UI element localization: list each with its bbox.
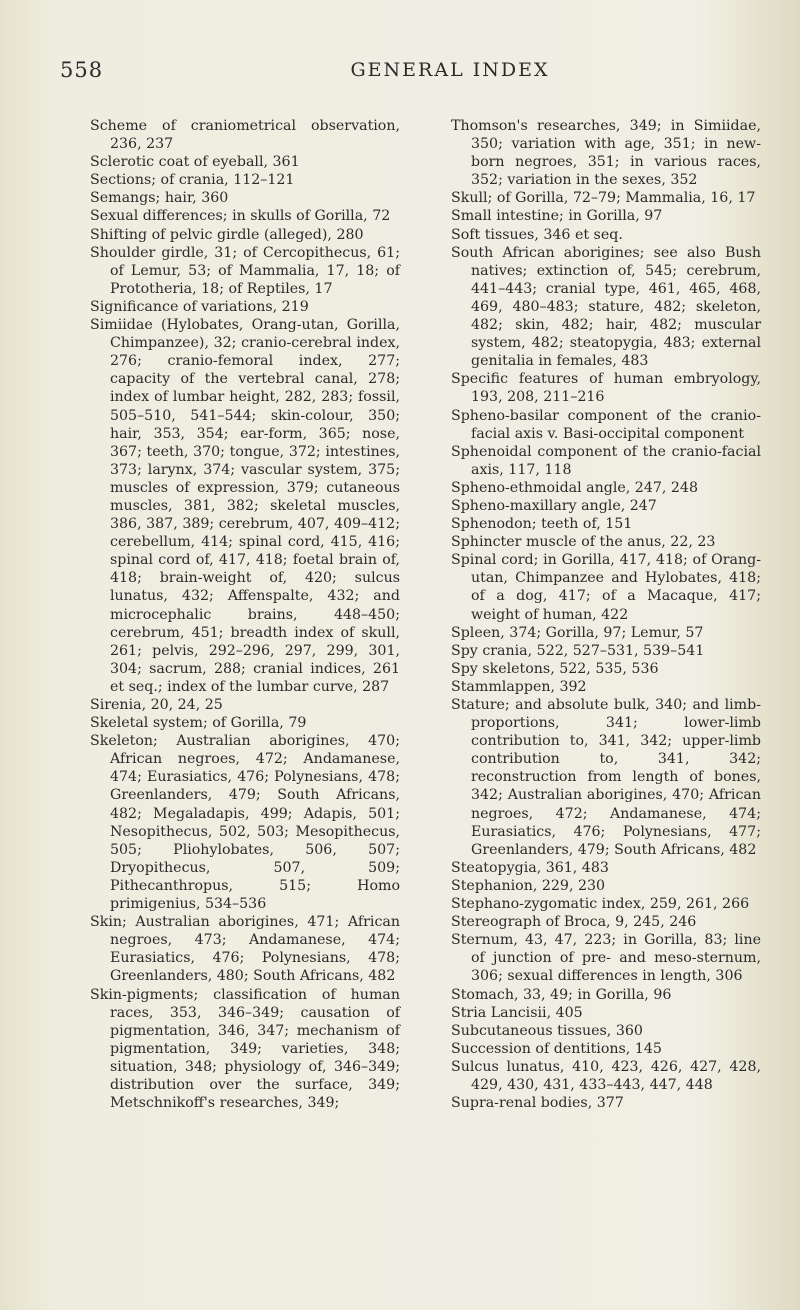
index-entry: Small intestine; in Gorilla, 97 [451, 208, 663, 225]
index-entry: Sexual differences; in skulls of Gorilla, 72 [90, 208, 391, 225]
index-entry: Skeletal system; of Gorilla, 79 [90, 715, 307, 732]
index-entry: Skeleton; Australian aborigines, 470; African negroes, 472; Andamanese, 474; Eurasiatics, 476; Polynesians, 478; Greenlanders, 479; South Africans, 482; Megaladapis, 499; Adapis, 501; Nesopithecus, 502, 503; Mesopithecus, 505; Pliohylobates, 506, 507; Dryopithecus, 507, 509; Pithecanthropus, 515; Homo primigenius, 534–536 [90, 733, 400, 913]
page-header [60, 58, 750, 88]
index-entry: Sulcus lunatus, 410, 423, 426, 427, 428, 429, 430, 431, 433–443, 447, 448 [451, 1058, 761, 1093]
index-entry: Scheme of craniometrical observation, 236, 237 [90, 118, 400, 153]
index-entry: Sections; of crania, 112–121 [90, 172, 295, 189]
index-entry: Stereograph of Broca, 9, 245, 246 [451, 914, 697, 931]
index-entry: South African aborigines; see also Bush natives; extinction of, 545; cerebrum, 441–443; cranial type, 461, 465, 468, 469, 480–483; stature, 482; skeleton, 482; skin, 482; hair, 482; muscular system, 482; steatopygia, 483; external genitalia in females, 483 [451, 244, 761, 370]
index-entry: Soft tissues, 346 et seq. [451, 226, 623, 243]
index-entry: Succession of dentitions, 145 [451, 1040, 662, 1057]
index-entry: Simiidae (Hylobates, Orang-utan, Gorilla, Chimpanzee), 32; cranio-cerebral index, 276; cranio-femoral index, 277; capacity of the vertebral canal, 278; index of lumbar height, 282, 283; fossil, 505–510, 541–544; skin-colour, 350; hair, 353, 354; ear-form, 365; nose, 367; teeth, 370; tongue, 372; intestines, 373; larynx, 374; vascular system, 375; muscles of expression, 379; cutaneous muscles, 381, 382; skeletal muscles, 386, 387, 389; cerebrum, 407, 409–412; cerebellum, 414; spinal cord, 415, 416; spinal cord of, 417, 418; foetal brain of, 418; brain-weight of, 420; sulcus lunatus, 432; Affenspalte, 432; and microcephalic brains, 448–450; cerebrum, 451; breadth index of skull, 261; pelvis, 292–296, 297, 299, 301, 304; sacrum, 288; cranial indices, 261 et seq.; index of the lumbar curve, 287 [90, 317, 400, 695]
index-entry: Supra-renal bodies, 377 [451, 1095, 624, 1112]
index-entry: Sphenoidal component of the cranio-facial axis, 117, 118 [451, 443, 761, 478]
index-entry: Semangs; hair, 360 [90, 190, 229, 207]
index-entry: Shoulder girdle, 31; of Cercopithecus, 61; of Lemur, 53; of Mammalia, 17, 18; of Prototheria, 18; of Reptiles, 17 [90, 244, 400, 297]
index-entry: Stammlappen, 392 [451, 678, 587, 695]
index-entry: Subcutaneous tissues, 360 [451, 1022, 643, 1039]
index-entry: Steatopygia, 361, 483 [451, 859, 609, 876]
left-column [90, 117, 400, 1112]
index-entry: Stria Lancisii, 405 [451, 1004, 583, 1021]
index-entry: Thomson's researches, 349; in Simiidae, 350; variation with age, 351; in new-born negroes, 351; in various races, 352; variation in the sexes, 352 [451, 118, 761, 189]
index-entry: Spleen, 374; Gorilla, 97; Lemur, 57 [451, 624, 704, 641]
index-entry: Spheno-basilar component of the cranio-facial axis v. Basi-occipital component [451, 407, 761, 442]
index-entry: Spheno-maxillary angle, 247 [451, 497, 657, 514]
right-column [451, 117, 761, 1112]
index-entry: Stephano-zygomatic index, 259, 261, 266 [451, 896, 750, 913]
running-head-title: GENERAL INDEX [350, 59, 550, 81]
index-entry: Stomach, 33, 49; in Gorilla, 96 [451, 986, 672, 1003]
index-entry: Sphenodon; teeth of, 151 [451, 516, 633, 533]
index-entry: Spy crania, 522, 527–531, 539–541 [451, 642, 705, 659]
index-entry: Skin-pigments; classification of human races, 353, 346–349; causation of pigmentation, 346, 347; mechanism of pigmentation, 349; varieties, 348; situation, 348; physiology of, 346–349; distribution over the surface, 349; Metschnikoff's researches, 349; [90, 986, 400, 1112]
index-entry: Sphincter muscle of the anus, 22, 23 [451, 534, 716, 551]
index-entry: Sternum, 43, 47, 223; in Gorilla, 83; line of junction of pre- and meso-sternum, 306; sexual differences in length, 306 [451, 932, 761, 985]
index-entry: Significance of variations, 219 [90, 298, 309, 315]
index-entry: Stephanion, 229, 230 [451, 877, 606, 894]
index-entry: Spy skeletons, 522, 535, 536 [451, 660, 659, 677]
index-entry: Sirenia, 20, 24, 25 [90, 697, 223, 713]
index-entry: Stature; and absolute bulk, 340; and limb-proportions, 341; lower-limb contribution to, 341, 342; upper-limb contribution to, 341, 342; reconstruction from length of bones, 342; Australian aborigines, 470; African negroes, 472; Andamanese, 474; Eurasiatics, 476; Polynesians, 477; Greenlanders, 479; South Africans, 482 [451, 697, 761, 858]
index-entry: Skin; Australian aborigines, 471; African negroes, 473; Andamanese, 474; Eurasiatics, 476; Polynesians, 478; Greenlanders, 480; South Africans, 482 [90, 914, 400, 985]
index-entry: Spheno-ethmoidal angle, 247, 248 [451, 479, 698, 496]
index-entry: Spinal cord; in Gorilla, 417, 418; of Orang-utan, Chimpanzee and Hylobates, 418; of a dog, 417; of a Macaque, 417; weight of human, 422 [451, 552, 761, 623]
index-entry: Skull; of Gorilla, 72–79; Mammalia, 16, 17 [451, 190, 756, 207]
index-entry: Shifting of pelvic girdle (alleged), 280 [90, 226, 364, 243]
page-number: 558 [60, 58, 104, 82]
index-entry: Sclerotic coat of eyeball, 361 [90, 154, 300, 171]
index-entry: Specific features of human embryology, 193, 208, 211–216 [451, 371, 761, 406]
